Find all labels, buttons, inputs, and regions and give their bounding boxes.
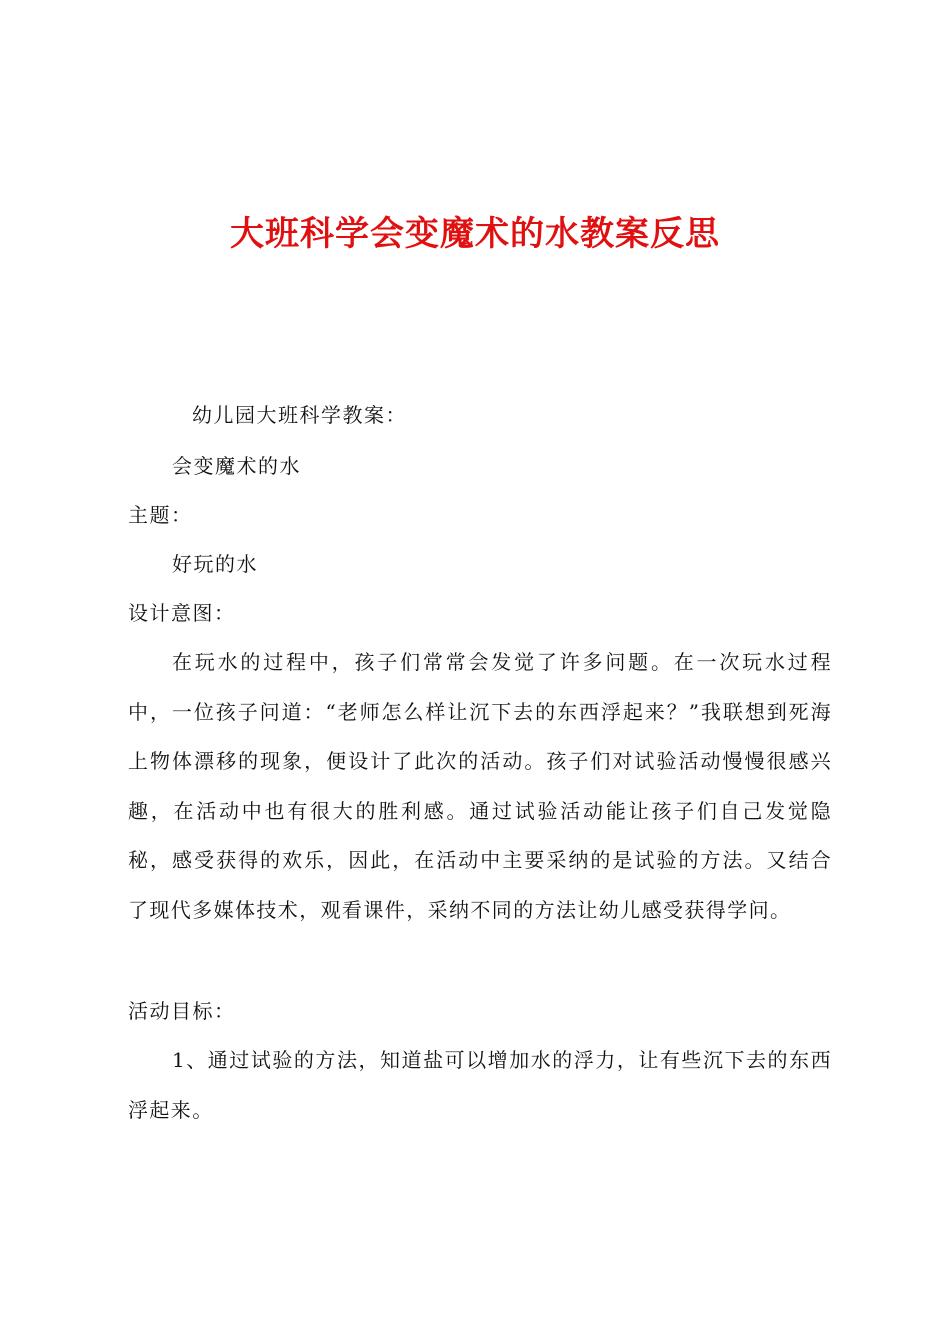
document-title: 大班科学会变魔术的水教案反思	[230, 214, 720, 254]
design-paragraph: 在玩水的过程中，孩子们常常会发觉了许多问题。在一次玩水过程中，一位孩子问道：“老师怎么样让沉下去的东西浮起来？”我联想到死海上物体漂移的现象，便设计了此次的活动。孩子们对试验活动慢慢很感兴趣，在活动中也有很大的胜利感。通过试验活动能让孩子们自己发觉隐秘，感受获得的欢乐，因此，在活动中主要采纳的是试验的方法。又结合了现代多媒体技术，观看课件，采纳不同的方法让幼儿感受获得学问。	[128, 650, 832, 922]
intro-line-1: 幼儿园大班科学教案：	[192, 403, 407, 427]
intro-line-2: 会变魔术的水	[172, 454, 301, 478]
goals-heading: 活动目标：	[128, 999, 236, 1023]
theme-heading: 主题：	[128, 503, 193, 527]
design-heading: 设计意图：	[128, 601, 236, 625]
theme-value: 好玩的水	[172, 552, 258, 576]
goal-item-1: 1、通过试验的方法，知道盐可以增加水的浮力，让有些沉下去的东西浮起来。	[128, 1048, 832, 1122]
